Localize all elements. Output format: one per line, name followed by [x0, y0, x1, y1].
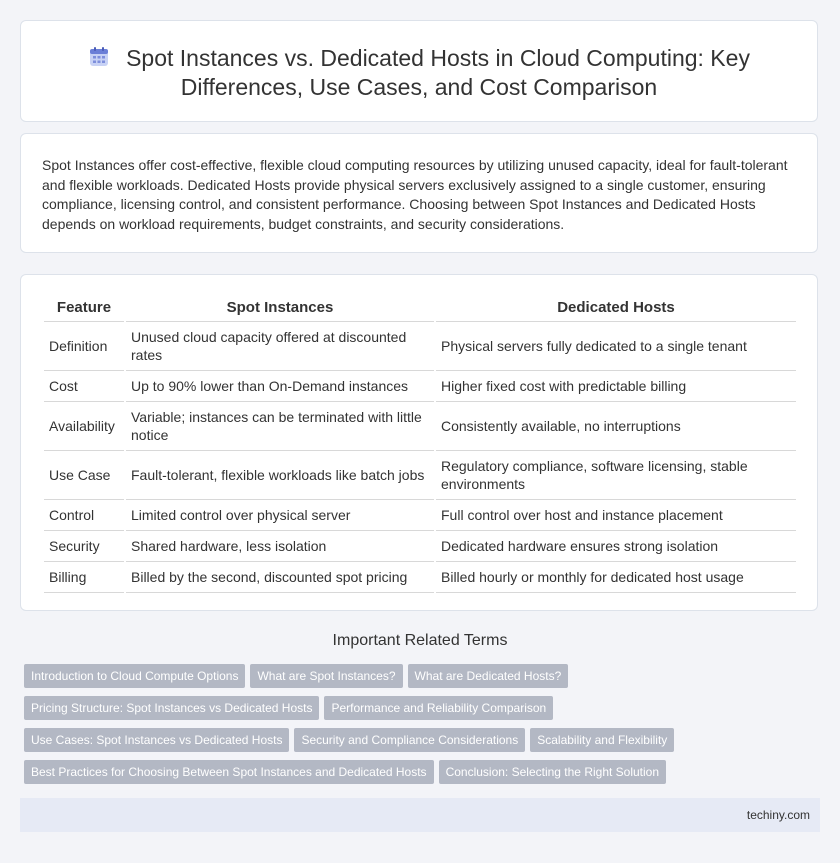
intro-card — [20, 133, 818, 253]
feature-cell: Use Case — [44, 451, 124, 500]
dedicated-cell: Billed hourly or monthly for dedicated host usage — [436, 562, 796, 593]
dedicated-cell: Dedicated hardware ensures strong isolation — [436, 531, 796, 562]
footer-brand: techiny.com — [746, 808, 810, 822]
related-term-tag[interactable]: Use Cases: Spot Instances vs Dedicated Hosts — [24, 728, 289, 752]
related-term-tag[interactable]: Security and Compliance Considerations — [294, 728, 525, 752]
title-card — [20, 20, 818, 122]
table-header-row — [44, 293, 796, 322]
dedicated-cell: Physical servers fully dedicated to a single tenant — [436, 322, 796, 371]
table-row — [44, 500, 796, 531]
spot-cell: Fault-tolerant, flexible workloads like batch jobs — [126, 451, 434, 500]
related-term-tag[interactable]: Scalability and Flexibility — [530, 728, 674, 752]
table-row — [44, 322, 796, 371]
table-row — [44, 451, 796, 500]
dedicated-cell: Regulatory compliance, software licensing, stable environments — [436, 451, 796, 500]
comparison-card — [20, 274, 818, 611]
related-term-tag[interactable]: What are Spot Instances? — [250, 664, 402, 688]
table-row — [44, 531, 796, 562]
feature-cell: Security — [44, 531, 124, 562]
calendar-icon — [88, 46, 110, 68]
feature-cell: Availability — [44, 402, 124, 451]
spot-cell: Billed by the second, discounted spot pricing — [126, 562, 434, 593]
header-dedicated: Dedicated Hosts — [436, 293, 796, 322]
related-terms-heading: Important Related Terms — [332, 632, 508, 649]
intro-paragraph: Spot Instances offer cost-effective, flexible cloud computing resources by utilizing unused capacity, ideal for fault-tolerant and flexible workloads. Dedicated Hosts provide physical servers exclusively assigned to a single customer, ensuring compliance, licensing control, and consistent performance. Choosing between Spot Instances and Dedicated Hosts depends on workload requirements, budget constraints, and security considerations. — [42, 157, 788, 232]
spot-cell: Variable; instances can be terminated with little notice — [126, 402, 434, 451]
spot-cell: Up to 90% lower than On-Demand instances — [126, 371, 434, 402]
related-term-tag[interactable]: Introduction to Cloud Compute Options — [24, 664, 245, 688]
title-line-2: Differences, Use Cases, and Cost Comparison — [180, 74, 658, 100]
spot-cell: Limited control over physical server — [126, 500, 434, 531]
header-feature: Feature — [44, 293, 124, 322]
page-title — [21, 44, 817, 102]
feature-cell: Cost — [44, 371, 124, 402]
table-row — [44, 371, 796, 402]
header-spot: Spot Instances — [126, 293, 434, 322]
related-term-tag[interactable]: Conclusion: Selecting the Right Solution — [439, 760, 666, 784]
footer-bar — [20, 798, 820, 832]
related-terms-list — [24, 664, 814, 792]
feature-cell: Definition — [44, 322, 124, 371]
title-line-1: Spot Instances vs. Dedicated Hosts in Cloud Computing: Key — [126, 45, 750, 71]
dedicated-cell: Higher fixed cost with predictable billing — [436, 371, 796, 402]
spot-cell: Shared hardware, less isolation — [126, 531, 434, 562]
related-term-tag[interactable]: Pricing Structure: Spot Instances vs Dedicated Hosts — [24, 696, 319, 720]
feature-cell: Control — [44, 500, 124, 531]
feature-cell: Billing — [44, 562, 124, 593]
related-term-tag[interactable]: Best Practices for Choosing Between Spot Instances and Dedicated Hosts — [24, 760, 434, 784]
related-term-tag[interactable]: Performance and Reliability Comparison — [324, 696, 553, 720]
related-term-tag[interactable]: What are Dedicated Hosts? — [408, 664, 569, 688]
dedicated-cell: Full control over host and instance placement — [436, 500, 796, 531]
spot-cell: Unused cloud capacity offered at discounted rates — [126, 322, 434, 371]
comparison-table — [42, 293, 798, 593]
table-row — [44, 562, 796, 593]
dedicated-cell: Consistently available, no interruptions — [436, 402, 796, 451]
table-row — [44, 402, 796, 451]
